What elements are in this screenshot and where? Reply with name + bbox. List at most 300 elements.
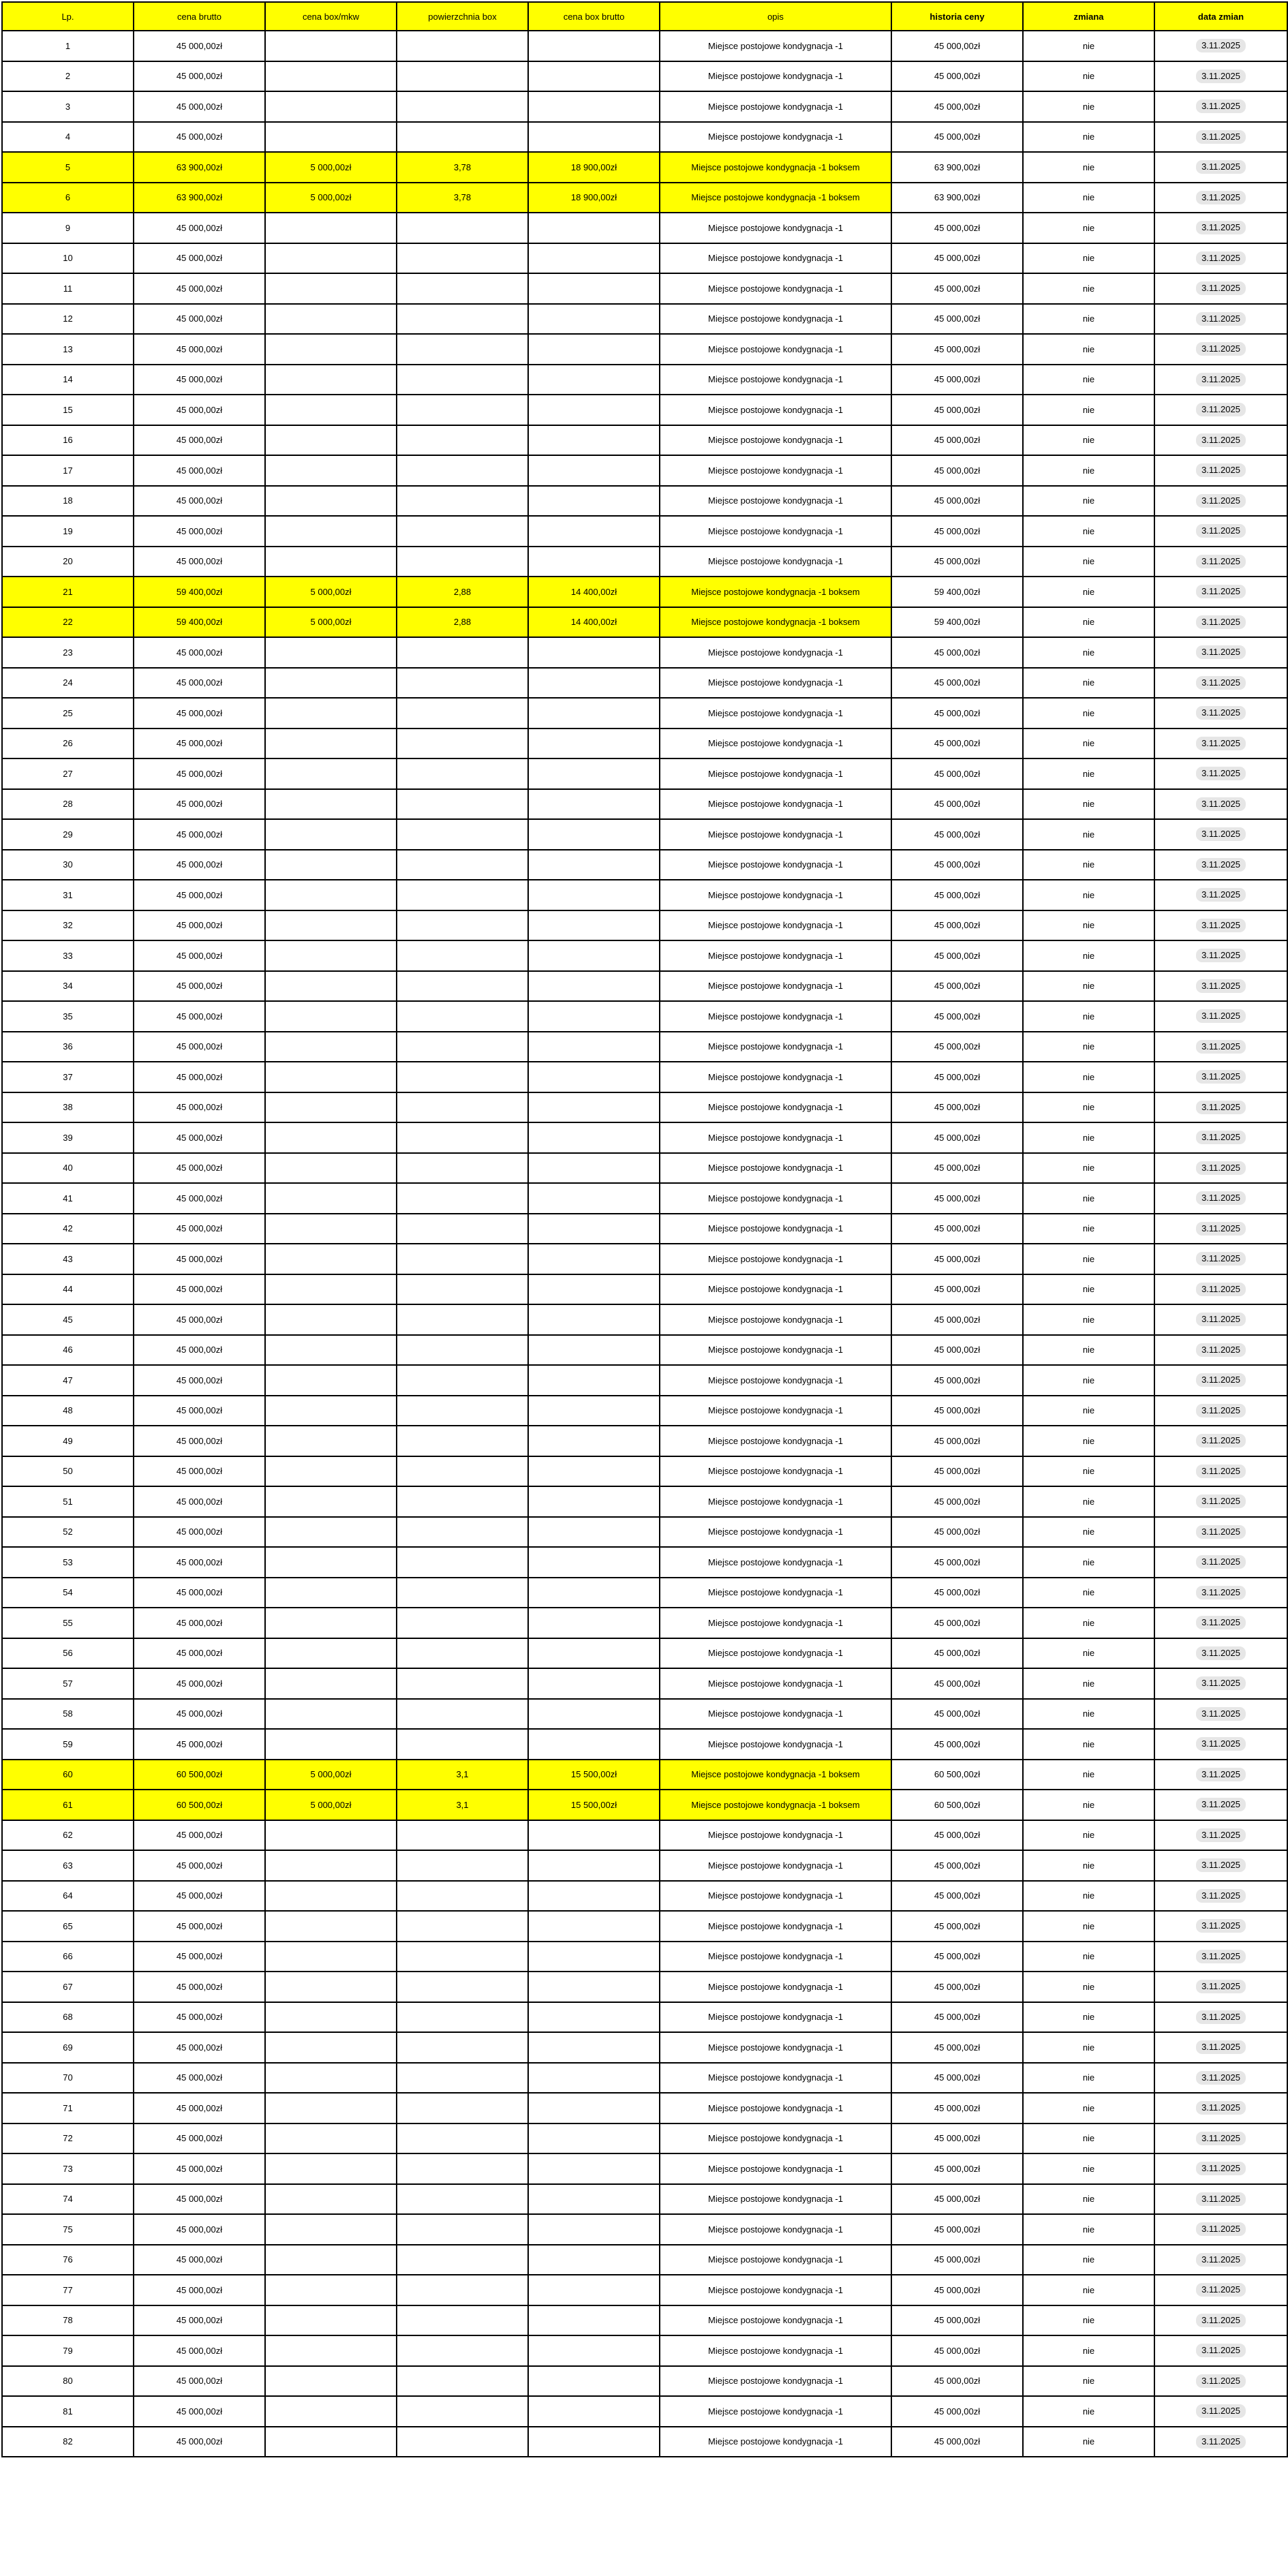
cell-opis[interactable]: Miejsce postojowe kondygnacja -1 (660, 2093, 891, 2123)
cell-cena-box-mkw[interactable] (265, 1699, 397, 1730)
cell-historia-ceny[interactable]: 45 000,00zł (891, 1729, 1023, 1760)
cell-cena-box-brutto[interactable] (528, 1062, 660, 1092)
cell-opis[interactable]: Miejsce postojowe kondygnacja -1 (660, 2153, 891, 2184)
cell-opis[interactable]: Miejsce postojowe kondygnacja -1 (660, 516, 891, 547)
cell-zmiana[interactable]: nie (1023, 2032, 1154, 2063)
cell-lp[interactable]: 33 (2, 940, 134, 971)
cell-cena-box-mkw[interactable] (265, 2214, 397, 2245)
cell-data-zmian[interactable] (1154, 2305, 1287, 2336)
cell-historia-ceny[interactable]: 45 000,00zł (891, 395, 1023, 425)
cell-powierzchnia-box[interactable] (397, 1699, 528, 1730)
cell-powierzchnia-box[interactable] (397, 1153, 528, 1184)
cell-historia-ceny[interactable]: 45 000,00zł (891, 1517, 1023, 1548)
cell-opis[interactable]: Miejsce postojowe kondygnacja -1 (660, 1608, 891, 1638)
cell-powierzchnia-box[interactable] (397, 819, 528, 850)
cell-cena-box-brutto[interactable] (528, 1396, 660, 1426)
cell-data-zmian[interactable] (1154, 2002, 1287, 2033)
cell-cena-box-brutto[interactable] (528, 516, 660, 547)
cell-opis[interactable]: Miejsce postojowe kondygnacja -1 (660, 547, 891, 577)
cell-cena-box-mkw[interactable] (265, 2396, 397, 2427)
cell-zmiana[interactable]: nie (1023, 910, 1154, 941)
cell-zmiana[interactable]: nie (1023, 1638, 1154, 1669)
cell-zmiana[interactable]: nie (1023, 183, 1154, 213)
cell-historia-ceny[interactable]: 63 900,00zł (891, 152, 1023, 183)
cell-lp[interactable]: 58 (2, 1699, 134, 1730)
cell-zmiana[interactable]: nie (1023, 850, 1154, 880)
cell-powierzchnia-box[interactable] (397, 91, 528, 122)
cell-cena-box-mkw[interactable] (265, 1426, 397, 1456)
cell-data-zmian[interactable] (1154, 183, 1287, 213)
cell-cena-box-brutto[interactable] (528, 1032, 660, 1062)
cell-historia-ceny[interactable]: 45 000,00zł (891, 273, 1023, 304)
cell-powierzchnia-box[interactable] (397, 2002, 528, 2033)
cell-opis[interactable]: Miejsce postojowe kondygnacja -1 (660, 1335, 891, 1366)
cell-data-zmian[interactable] (1154, 31, 1287, 61)
cell-opis[interactable]: Miejsce postojowe kondygnacja -1 (660, 1578, 891, 1608)
cell-opis[interactable]: Miejsce postojowe kondygnacja -1 boksem (660, 183, 891, 213)
cell-cena-box-mkw[interactable] (265, 1547, 397, 1578)
cell-cena-brutto[interactable]: 45 000,00zł (134, 1396, 265, 1426)
cell-lp[interactable]: 10 (2, 243, 134, 274)
cell-cena-box-mkw[interactable] (265, 1729, 397, 1760)
cell-lp[interactable]: 81 (2, 2396, 134, 2427)
cell-cena-box-brutto[interactable] (528, 1578, 660, 1608)
cell-powierzchnia-box[interactable] (397, 2153, 528, 2184)
cell-cena-box-mkw[interactable] (265, 1274, 397, 1305)
cell-powierzchnia-box[interactable] (397, 2275, 528, 2305)
cell-cena-box-mkw[interactable] (265, 1335, 397, 1366)
cell-cena-box-mkw[interactable] (265, 1608, 397, 1638)
cell-data-zmian[interactable] (1154, 91, 1287, 122)
cell-zmiana[interactable]: nie (1023, 425, 1154, 456)
cell-cena-box-mkw[interactable]: 5 000,00zł (265, 183, 397, 213)
cell-cena-brutto[interactable]: 45 000,00zł (134, 2335, 265, 2366)
cell-opis[interactable]: Miejsce postojowe kondygnacja -1 (660, 1153, 891, 1184)
cell-historia-ceny[interactable]: 45 000,00zł (891, 1062, 1023, 1092)
cell-data-zmian[interactable] (1154, 1911, 1287, 1942)
cell-cena-box-brutto[interactable] (528, 668, 660, 699)
cell-cena-brutto[interactable]: 45 000,00zł (134, 1699, 265, 1730)
cell-cena-box-mkw[interactable] (265, 273, 397, 304)
cell-lp[interactable]: 40 (2, 1153, 134, 1184)
cell-zmiana[interactable]: nie (1023, 1578, 1154, 1608)
cell-data-zmian[interactable] (1154, 1942, 1287, 1972)
cell-data-zmian[interactable] (1154, 698, 1287, 729)
cell-opis[interactable]: Miejsce postojowe kondygnacja -1 (660, 213, 891, 243)
cell-cena-box-mkw[interactable] (265, 304, 397, 335)
cell-cena-brutto[interactable]: 63 900,00zł (134, 183, 265, 213)
cell-cena-brutto[interactable]: 45 000,00zł (134, 2032, 265, 2063)
cell-zmiana[interactable]: nie (1023, 516, 1154, 547)
cell-data-zmian[interactable] (1154, 2396, 1287, 2427)
cell-powierzchnia-box[interactable] (397, 789, 528, 820)
cell-historia-ceny[interactable]: 45 000,00zł (891, 819, 1023, 850)
cell-zmiana[interactable]: nie (1023, 789, 1154, 820)
cell-zmiana[interactable]: nie (1023, 486, 1154, 517)
cell-lp[interactable]: 1 (2, 31, 134, 61)
cell-powierzchnia-box[interactable] (397, 31, 528, 61)
cell-cena-box-mkw[interactable] (265, 1456, 397, 1487)
cell-data-zmian[interactable] (1154, 789, 1287, 820)
cell-opis[interactable]: Miejsce postojowe kondygnacja -1 (660, 2002, 891, 2033)
cell-lp[interactable]: 76 (2, 2245, 134, 2275)
cell-historia-ceny[interactable]: 45 000,00zł (891, 940, 1023, 971)
cell-historia-ceny[interactable]: 45 000,00zł (891, 2153, 1023, 2184)
cell-lp[interactable]: 13 (2, 334, 134, 365)
cell-cena-box-brutto[interactable] (528, 1244, 660, 1274)
cell-opis[interactable]: Miejsce postojowe kondygnacja -1 (660, 1274, 891, 1305)
cell-opis[interactable]: Miejsce postojowe kondygnacja -1 (660, 1547, 891, 1578)
cell-data-zmian[interactable] (1154, 2366, 1287, 2397)
cell-powierzchnia-box[interactable] (397, 1638, 528, 1669)
cell-data-zmian[interactable] (1154, 1608, 1287, 1638)
cell-powierzchnia-box[interactable] (397, 2305, 528, 2336)
cell-cena-brutto[interactable]: 45 000,00zł (134, 1881, 265, 1912)
cell-zmiana[interactable]: nie (1023, 1335, 1154, 1366)
cell-cena-box-brutto[interactable] (528, 1122, 660, 1153)
cell-lp[interactable]: 63 (2, 1850, 134, 1881)
cell-zmiana[interactable]: nie (1023, 61, 1154, 92)
cell-data-zmian[interactable] (1154, 1122, 1287, 1153)
cell-zmiana[interactable]: nie (1023, 1972, 1154, 2002)
cell-lp[interactable]: 21 (2, 577, 134, 607)
cell-cena-brutto[interactable]: 45 000,00zł (134, 1820, 265, 1851)
cell-cena-box-mkw[interactable] (265, 61, 397, 92)
cell-cena-box-brutto[interactable] (528, 729, 660, 759)
cell-cena-brutto[interactable]: 45 000,00zł (134, 1365, 265, 1396)
cell-zmiana[interactable]: nie (1023, 152, 1154, 183)
cell-data-zmian[interactable] (1154, 152, 1287, 183)
cell-powierzchnia-box[interactable] (397, 2214, 528, 2245)
cell-data-zmian[interactable] (1154, 1214, 1287, 1244)
cell-powierzchnia-box[interactable] (397, 1456, 528, 1487)
cell-historia-ceny[interactable]: 45 000,00zł (891, 1608, 1023, 1638)
cell-cena-box-brutto[interactable] (528, 1214, 660, 1244)
cell-historia-ceny[interactable]: 45 000,00zł (891, 2396, 1023, 2427)
cell-powierzchnia-box[interactable] (397, 1547, 528, 1578)
cell-historia-ceny[interactable]: 45 000,00zł (891, 2184, 1023, 2215)
cell-powierzchnia-box[interactable] (397, 1062, 528, 1092)
cell-cena-box-brutto[interactable] (528, 243, 660, 274)
cell-zmiana[interactable]: nie (1023, 1365, 1154, 1396)
cell-powierzchnia-box[interactable]: 2,88 (397, 607, 528, 638)
cell-powierzchnia-box[interactable] (397, 1032, 528, 1062)
cell-cena-box-brutto[interactable]: 15 500,00zł (528, 1790, 660, 1820)
cell-cena-box-brutto[interactable] (528, 1426, 660, 1456)
cell-historia-ceny[interactable]: 45 000,00zł (891, 1456, 1023, 1487)
cell-cena-box-brutto[interactable] (528, 2335, 660, 2366)
cell-opis[interactable]: Miejsce postojowe kondygnacja -1 (660, 91, 891, 122)
cell-historia-ceny[interactable]: 45 000,00zł (891, 61, 1023, 92)
cell-lp[interactable]: 27 (2, 758, 134, 789)
cell-cena-brutto[interactable]: 45 000,00zł (134, 1214, 265, 1244)
cell-opis[interactable]: Miejsce postojowe kondygnacja -1 (660, 122, 891, 153)
cell-opis[interactable]: Miejsce postojowe kondygnacja -1 (660, 1304, 891, 1335)
cell-historia-ceny[interactable]: 45 000,00zł (891, 243, 1023, 274)
cell-cena-box-mkw[interactable] (265, 547, 397, 577)
cell-historia-ceny[interactable]: 45 000,00zł (891, 1547, 1023, 1578)
cell-zmiana[interactable]: nie (1023, 2093, 1154, 2123)
cell-lp[interactable]: 5 (2, 152, 134, 183)
cell-cena-box-mkw[interactable] (265, 31, 397, 61)
cell-historia-ceny[interactable]: 63 900,00zł (891, 183, 1023, 213)
cell-cena-brutto[interactable]: 45 000,00zł (134, 2427, 265, 2457)
cell-cena-box-mkw[interactable] (265, 1183, 397, 1214)
cell-historia-ceny[interactable]: 45 000,00zł (891, 1942, 1023, 1972)
cell-historia-ceny[interactable]: 45 000,00zł (891, 1304, 1023, 1335)
cell-lp[interactable]: 44 (2, 1274, 134, 1305)
cell-powierzchnia-box[interactable] (397, 1122, 528, 1153)
cell-historia-ceny[interactable]: 45 000,00zł (891, 1335, 1023, 1366)
cell-cena-box-mkw[interactable] (265, 486, 397, 517)
cell-powierzchnia-box[interactable] (397, 425, 528, 456)
cell-powierzchnia-box[interactable] (397, 1092, 528, 1123)
cell-opis[interactable]: Miejsce postojowe kondygnacja -1 (660, 425, 891, 456)
cell-lp[interactable]: 11 (2, 273, 134, 304)
cell-opis[interactable]: Miejsce postojowe kondygnacja -1 (660, 880, 891, 910)
cell-data-zmian[interactable] (1154, 971, 1287, 1002)
cell-cena-box-mkw[interactable] (265, 940, 397, 971)
cell-powierzchnia-box[interactable]: 3,1 (397, 1760, 528, 1790)
cell-opis[interactable]: Miejsce postojowe kondygnacja -1 (660, 334, 891, 365)
cell-powierzchnia-box[interactable] (397, 1001, 528, 1032)
cell-cena-box-brutto[interactable] (528, 1092, 660, 1123)
cell-historia-ceny[interactable]: 45 000,00zł (891, 2214, 1023, 2245)
cell-cena-brutto[interactable]: 45 000,00zł (134, 1274, 265, 1305)
cell-cena-box-mkw[interactable] (265, 1092, 397, 1123)
cell-cena-box-mkw[interactable] (265, 789, 397, 820)
cell-cena-brutto[interactable]: 45 000,00zł (134, 2396, 265, 2427)
cell-zmiana[interactable]: nie (1023, 2153, 1154, 2184)
cell-cena-box-mkw[interactable] (265, 334, 397, 365)
cell-cena-box-mkw[interactable] (265, 2245, 397, 2275)
cell-data-zmian[interactable] (1154, 213, 1287, 243)
cell-zmiana[interactable]: nie (1023, 729, 1154, 759)
cell-data-zmian[interactable] (1154, 668, 1287, 699)
cell-opis[interactable]: Miejsce postojowe kondygnacja -1 (660, 1668, 891, 1699)
cell-zmiana[interactable]: nie (1023, 1153, 1154, 1184)
cell-cena-box-mkw[interactable]: 5 000,00zł (265, 607, 397, 638)
cell-historia-ceny[interactable]: 45 000,00zł (891, 1183, 1023, 1214)
cell-cena-box-mkw[interactable] (265, 2335, 397, 2366)
cell-zmiana[interactable]: nie (1023, 2427, 1154, 2457)
cell-data-zmian[interactable] (1154, 1396, 1287, 1426)
cell-cena-brutto[interactable]: 45 000,00zł (134, 910, 265, 941)
cell-opis[interactable]: Miejsce postojowe kondygnacja -1 (660, 395, 891, 425)
cell-zmiana[interactable]: nie (1023, 91, 1154, 122)
cell-cena-box-mkw[interactable] (265, 1122, 397, 1153)
cell-lp[interactable]: 53 (2, 1547, 134, 1578)
cell-zmiana[interactable]: nie (1023, 213, 1154, 243)
cell-cena-box-mkw[interactable] (265, 395, 397, 425)
header-lp[interactable]: Lp. (2, 2, 134, 31)
cell-cena-box-brutto[interactable] (528, 2214, 660, 2245)
cell-zmiana[interactable]: nie (1023, 1092, 1154, 1123)
cell-data-zmian[interactable] (1154, 486, 1287, 517)
cell-cena-box-mkw[interactable] (265, 1486, 397, 1517)
cell-historia-ceny[interactable]: 45 000,00zł (891, 2063, 1023, 2094)
cell-historia-ceny[interactable]: 45 000,00zł (891, 1850, 1023, 1881)
cell-data-zmian[interactable] (1154, 880, 1287, 910)
cell-historia-ceny[interactable]: 45 000,00zł (891, 637, 1023, 668)
cell-lp[interactable]: 50 (2, 1456, 134, 1487)
cell-cena-brutto[interactable]: 45 000,00zł (134, 31, 265, 61)
cell-cena-box-brutto[interactable] (528, 819, 660, 850)
cell-zmiana[interactable]: nie (1023, 1729, 1154, 1760)
cell-lp[interactable]: 49 (2, 1426, 134, 1456)
cell-data-zmian[interactable] (1154, 425, 1287, 456)
cell-powierzchnia-box[interactable] (397, 1365, 528, 1396)
cell-cena-brutto[interactable]: 45 000,00zł (134, 273, 265, 304)
cell-cena-box-mkw[interactable] (265, 1578, 397, 1608)
cell-zmiana[interactable]: nie (1023, 940, 1154, 971)
cell-cena-box-brutto[interactable] (528, 395, 660, 425)
cell-opis[interactable]: Miejsce postojowe kondygnacja -1 (660, 729, 891, 759)
cell-cena-box-mkw[interactable] (265, 729, 397, 759)
cell-cena-box-brutto[interactable] (528, 1274, 660, 1305)
cell-zmiana[interactable]: nie (1023, 1668, 1154, 1699)
cell-data-zmian[interactable] (1154, 2032, 1287, 2063)
cell-opis[interactable]: Miejsce postojowe kondygnacja -1 (660, 61, 891, 92)
cell-cena-box-brutto[interactable] (528, 2032, 660, 2063)
cell-historia-ceny[interactable]: 45 000,00zł (891, 2366, 1023, 2397)
cell-powierzchnia-box[interactable] (397, 122, 528, 153)
cell-cena-brutto[interactable]: 45 000,00zł (134, 213, 265, 243)
cell-cena-box-brutto[interactable] (528, 910, 660, 941)
cell-cena-box-brutto[interactable] (528, 1638, 660, 1669)
cell-opis[interactable]: Miejsce postojowe kondygnacja -1 (660, 2335, 891, 2366)
cell-powierzchnia-box[interactable] (397, 1911, 528, 1942)
cell-cena-brutto[interactable]: 45 000,00zł (134, 547, 265, 577)
cell-cena-brutto[interactable]: 45 000,00zł (134, 2366, 265, 2397)
cell-powierzchnia-box[interactable] (397, 850, 528, 880)
cell-cena-box-brutto[interactable]: 15 500,00zł (528, 1760, 660, 1790)
cell-zmiana[interactable]: nie (1023, 1183, 1154, 1214)
cell-cena-box-brutto[interactable] (528, 425, 660, 456)
cell-cena-box-brutto[interactable] (528, 31, 660, 61)
cell-zmiana[interactable]: nie (1023, 2123, 1154, 2154)
cell-cena-box-mkw[interactable] (265, 1304, 397, 1335)
cell-historia-ceny[interactable]: 45 000,00zł (891, 547, 1023, 577)
cell-historia-ceny[interactable]: 45 000,00zł (891, 1668, 1023, 1699)
header-opis[interactable]: opis (660, 2, 891, 31)
cell-opis[interactable]: Miejsce postojowe kondygnacja -1 (660, 2184, 891, 2215)
cell-cena-box-mkw[interactable] (265, 2123, 397, 2154)
cell-powierzchnia-box[interactable] (397, 2093, 528, 2123)
cell-cena-brutto[interactable]: 45 000,00zł (134, 1244, 265, 1274)
cell-cena-box-brutto[interactable] (528, 698, 660, 729)
cell-cena-brutto[interactable]: 45 000,00zł (134, 516, 265, 547)
cell-cena-box-mkw[interactable] (265, 1850, 397, 1881)
cell-historia-ceny[interactable]: 45 000,00zł (891, 758, 1023, 789)
cell-powierzchnia-box[interactable] (397, 940, 528, 971)
cell-zmiana[interactable]: nie (1023, 2366, 1154, 2397)
cell-zmiana[interactable]: nie (1023, 1850, 1154, 1881)
cell-cena-brutto[interactable]: 45 000,00zł (134, 1092, 265, 1123)
cell-cena-brutto[interactable]: 45 000,00zł (134, 1608, 265, 1638)
cell-cena-box-brutto[interactable] (528, 304, 660, 335)
header-historia-ceny[interactable]: historia ceny (891, 2, 1023, 31)
cell-opis[interactable]: Miejsce postojowe kondygnacja -1 (660, 486, 891, 517)
cell-powierzchnia-box[interactable] (397, 2335, 528, 2366)
cell-cena-box-brutto[interactable] (528, 1972, 660, 2002)
cell-data-zmian[interactable] (1154, 547, 1287, 577)
cell-data-zmian[interactable] (1154, 1729, 1287, 1760)
cell-lp[interactable]: 45 (2, 1304, 134, 1335)
cell-cena-brutto[interactable]: 45 000,00zł (134, 1153, 265, 1184)
cell-lp[interactable]: 25 (2, 698, 134, 729)
cell-powierzchnia-box[interactable] (397, 1396, 528, 1426)
cell-cena-box-brutto[interactable] (528, 1850, 660, 1881)
cell-opis[interactable]: Miejsce postojowe kondygnacja -1 (660, 1881, 891, 1912)
cell-historia-ceny[interactable]: 45 000,00zł (891, 1426, 1023, 1456)
cell-data-zmian[interactable] (1154, 2093, 1287, 2123)
cell-historia-ceny[interactable]: 45 000,00zł (891, 1214, 1023, 1244)
cell-cena-brutto[interactable]: 45 000,00zł (134, 880, 265, 910)
cell-cena-brutto[interactable]: 45 000,00zł (134, 2123, 265, 2154)
cell-cena-brutto[interactable]: 45 000,00zł (134, 1062, 265, 1092)
cell-powierzchnia-box[interactable] (397, 880, 528, 910)
cell-powierzchnia-box[interactable] (397, 395, 528, 425)
cell-historia-ceny[interactable]: 45 000,00zł (891, 365, 1023, 395)
cell-historia-ceny[interactable]: 60 500,00zł (891, 1790, 1023, 1820)
cell-cena-box-mkw[interactable] (265, 1881, 397, 1912)
cell-data-zmian[interactable] (1154, 2335, 1287, 2366)
cell-opis[interactable]: Miejsce postojowe kondygnacja -1 (660, 2063, 891, 2094)
cell-opis[interactable]: Miejsce postojowe kondygnacja -1 (660, 455, 891, 486)
cell-powierzchnia-box[interactable]: 3,1 (397, 1790, 528, 1820)
cell-lp[interactable]: 82 (2, 2427, 134, 2457)
cell-cena-brutto[interactable]: 45 000,00zł (134, 1183, 265, 1214)
cell-lp[interactable]: 73 (2, 2153, 134, 2184)
cell-lp[interactable]: 42 (2, 1214, 134, 1244)
cell-lp[interactable]: 65 (2, 1911, 134, 1942)
cell-data-zmian[interactable] (1154, 516, 1287, 547)
cell-powierzchnia-box[interactable] (397, 1972, 528, 2002)
cell-zmiana[interactable]: nie (1023, 2275, 1154, 2305)
cell-cena-brutto[interactable]: 45 000,00zł (134, 850, 265, 880)
cell-data-zmian[interactable] (1154, 2184, 1287, 2215)
cell-cena-brutto[interactable]: 45 000,00zł (134, 304, 265, 335)
cell-opis[interactable]: Miejsce postojowe kondygnacja -1 (660, 1032, 891, 1062)
cell-zmiana[interactable]: nie (1023, 1760, 1154, 1790)
cell-powierzchnia-box[interactable] (397, 455, 528, 486)
cell-cena-box-mkw[interactable] (265, 910, 397, 941)
cell-powierzchnia-box[interactable] (397, 1274, 528, 1305)
cell-cena-brutto[interactable]: 45 000,00zł (134, 2184, 265, 2215)
cell-cena-box-mkw[interactable] (265, 698, 397, 729)
cell-lp[interactable]: 71 (2, 2093, 134, 2123)
cell-zmiana[interactable]: nie (1023, 1911, 1154, 1942)
cell-data-zmian[interactable] (1154, 1032, 1287, 1062)
cell-opis[interactable]: Miejsce postojowe kondygnacja -1 (660, 1214, 891, 1244)
cell-cena-box-brutto[interactable] (528, 2427, 660, 2457)
cell-cena-box-brutto[interactable] (528, 2123, 660, 2154)
cell-data-zmian[interactable] (1154, 1668, 1287, 1699)
cell-lp[interactable]: 43 (2, 1244, 134, 1274)
cell-cena-box-mkw[interactable] (265, 2002, 397, 2033)
cell-powierzchnia-box[interactable] (397, 1517, 528, 1548)
cell-powierzchnia-box[interactable] (397, 637, 528, 668)
cell-opis[interactable]: Miejsce postojowe kondygnacja -1 boksem (660, 1760, 891, 1790)
cell-cena-box-brutto[interactable] (528, 1820, 660, 1851)
cell-cena-box-mkw[interactable] (265, 1214, 397, 1244)
cell-powierzchnia-box[interactable] (397, 2032, 528, 2063)
cell-historia-ceny[interactable]: 45 000,00zł (891, 880, 1023, 910)
cell-powierzchnia-box[interactable] (397, 1183, 528, 1214)
cell-historia-ceny[interactable]: 45 000,00zł (891, 1153, 1023, 1184)
cell-cena-box-mkw[interactable] (265, 2366, 397, 2397)
